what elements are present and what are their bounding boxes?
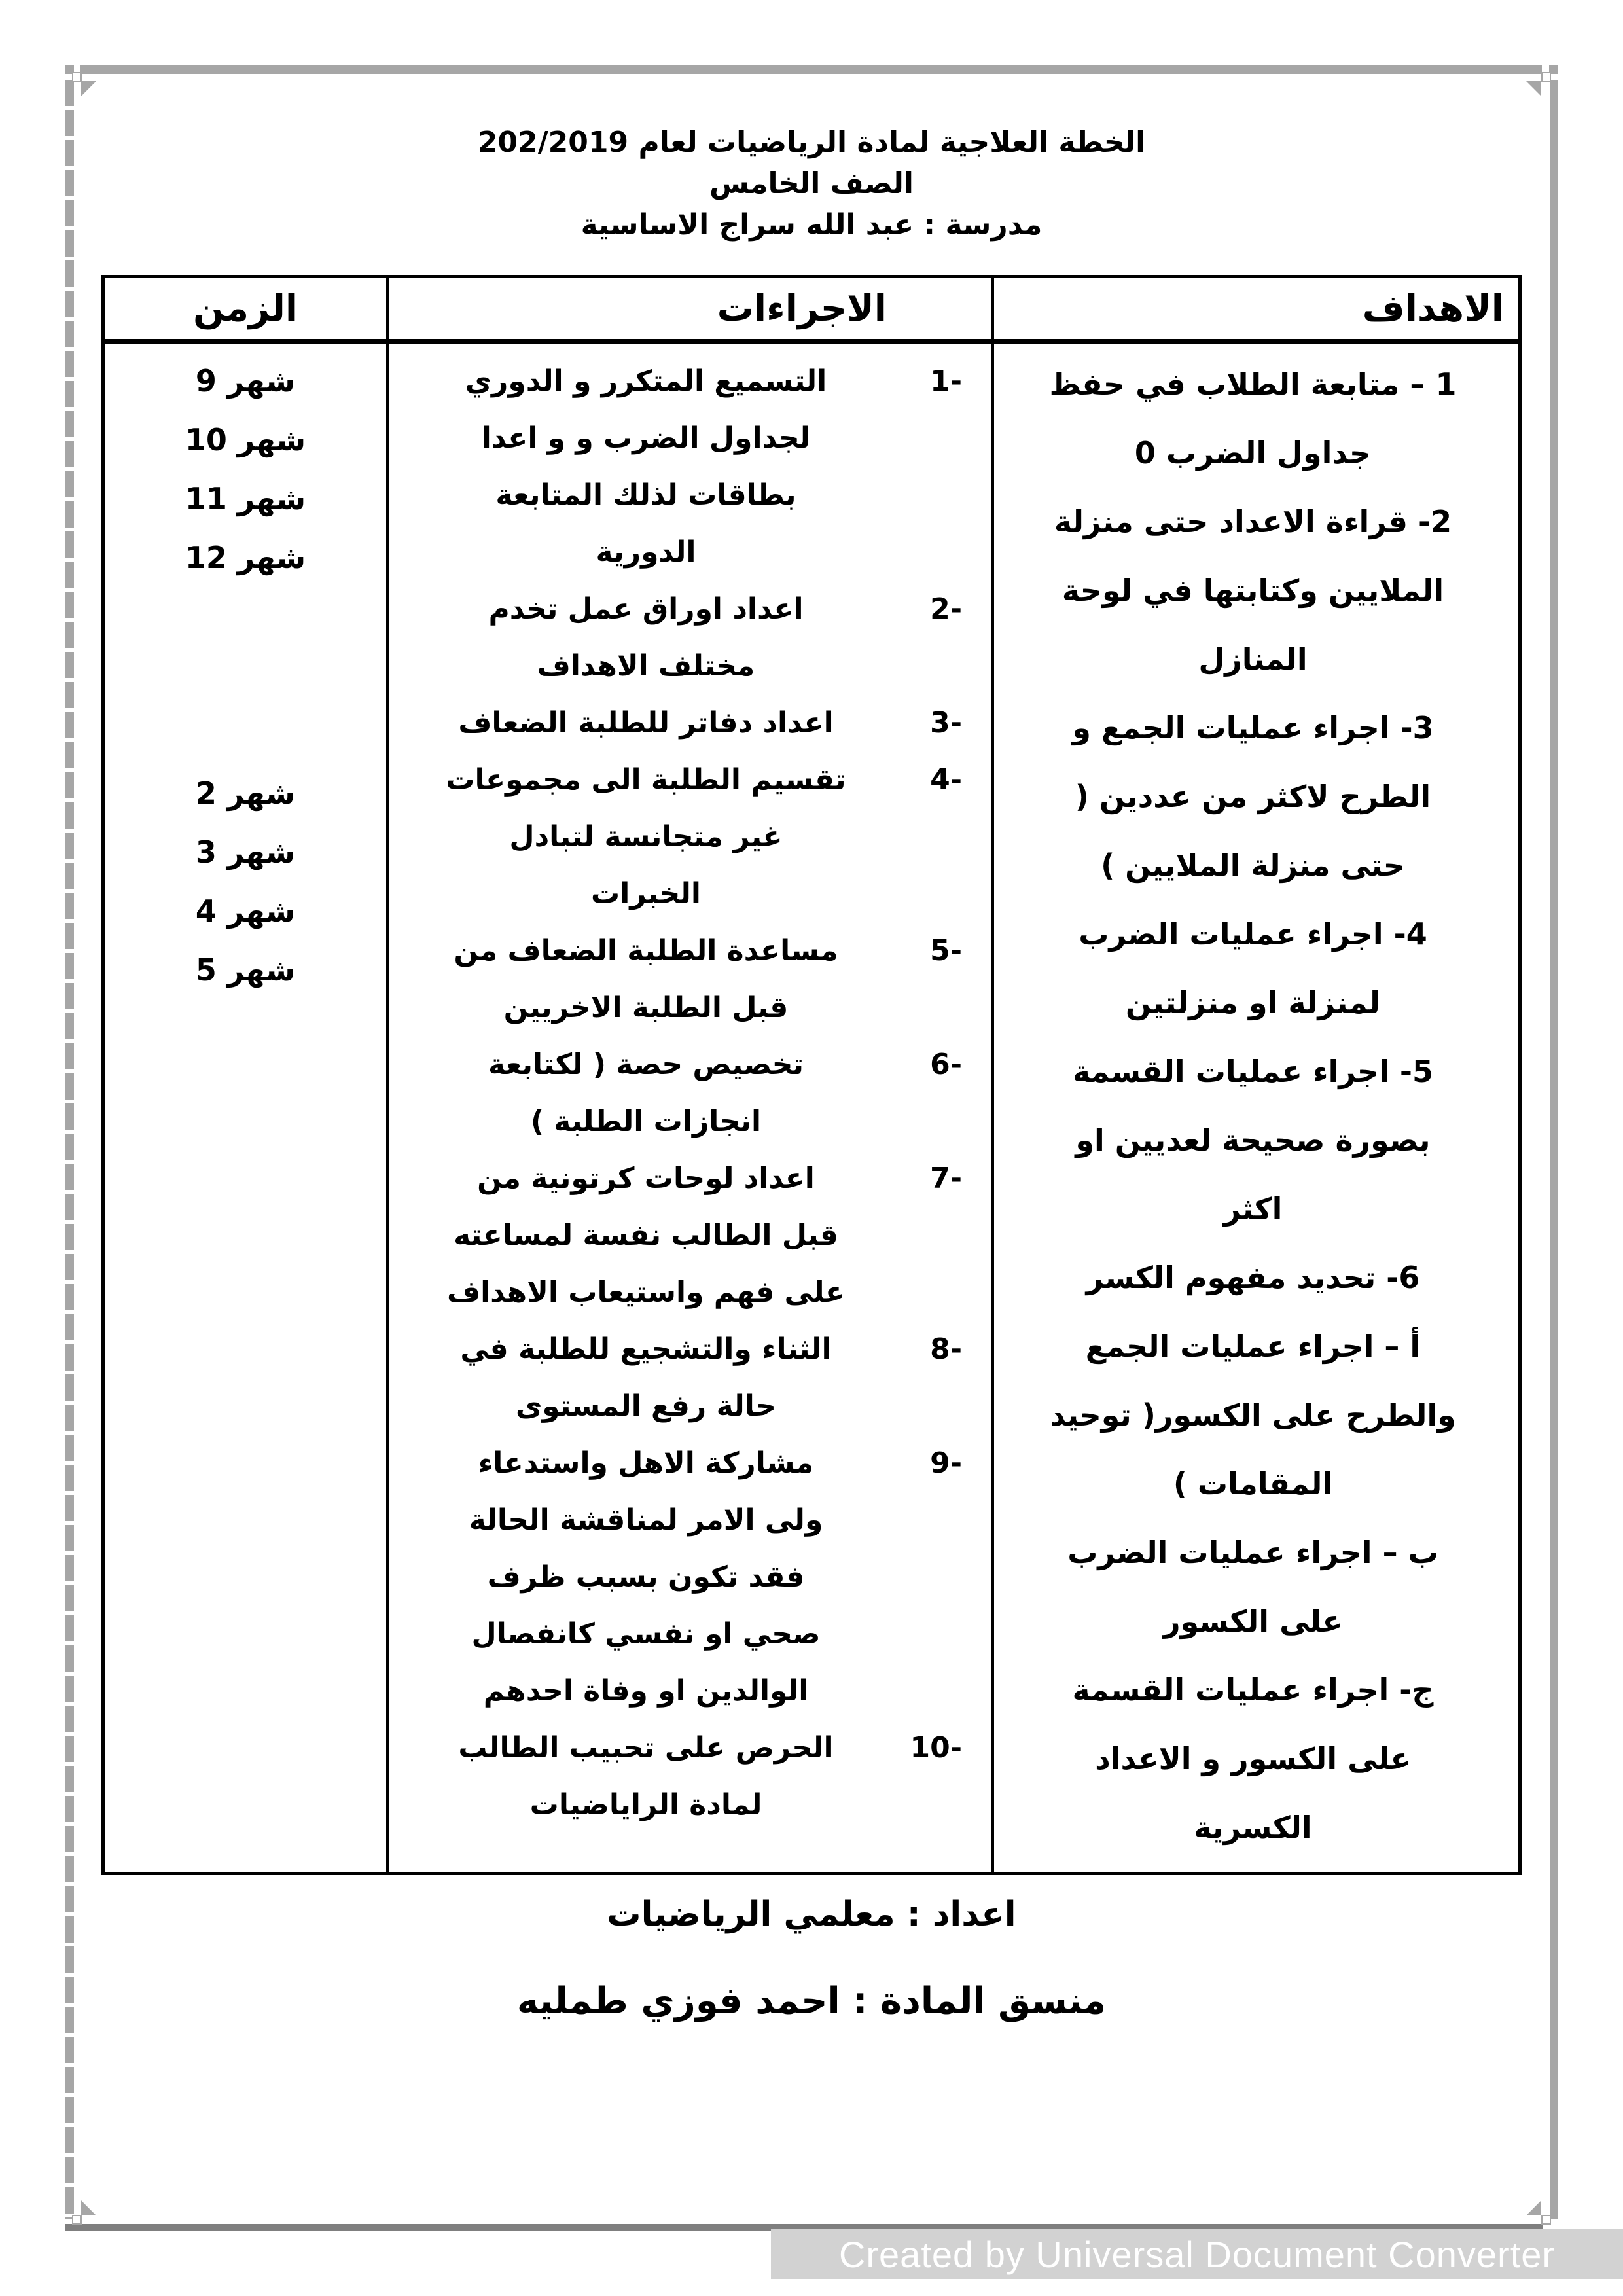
objective-line-6: 6- تحديد مفهوم الكسر [1086,1260,1420,1295]
procedure-item-5 [402,922,962,1036]
procedure-text-2 [402,581,890,694]
document-title: الخطة العلاجية لمادة الرياضيات لعام 202/2019 [477,126,1146,159]
procedures-cell [386,344,991,1872]
grade-line: الصف الخامس [709,167,914,200]
header-procedures: الاجراءات [386,278,991,339]
objective-line-2: المنازل [1198,641,1308,677]
objective-line-8: على الكسور [1163,1604,1343,1639]
procedure-item-9 [402,1435,962,1719]
page-border-left-dashed [65,80,74,2219]
objective-line-2: الملايين وكتابتها في لوحة [1061,573,1444,608]
procedure-line: الدورية [596,535,696,569]
border-corner-triangle-icon [81,2200,96,2215]
objective-line-7: المقامات ) [1173,1466,1333,1501]
procedure-line: الوالدين او وفاة احدهم [483,1674,809,1708]
procedure-text-3 [402,694,890,751]
time-month: شهر 2 [195,776,296,811]
objective-line-7: والطرح على الكسور( توحيد [1050,1397,1456,1433]
watermark-text: Created by Universal Document Converter [838,2233,1556,2275]
procedure-line: اعداد لوحات كرتونية من [477,1162,815,1195]
header-time: الزمن [192,287,298,330]
document-heading [0,122,1623,245]
procedure-line: الثناء والتشجيع للطلبة في [460,1333,832,1366]
procedure-line: مساعدة الطلبة الضعاف من [454,934,838,967]
procedure-number-10: 10- [910,1731,962,1765]
border-corner-outline-square-icon [1541,2215,1551,2225]
procedure-line: مشاركة الاهل واستدعاء [478,1446,814,1480]
procedure-line: تقسيم الطلبة الى مجموعات [446,763,846,797]
objectives-cell [991,344,1518,1872]
time-month: شهر 12 [185,540,306,575]
border-corner-outline-square-icon [72,2215,82,2225]
procedure-text-8 [402,1321,890,1435]
objective-line-3: الطرح لاكثر من عددين ( [1075,779,1431,814]
procedure-number-1: 1- [930,365,962,398]
objective-line-1: 1 – متابعة الطلاب في حفظ [1049,367,1457,402]
procedure-text-5 [402,922,890,1036]
table-header-row [105,278,1518,344]
procedure-number-2: 2- [930,592,962,626]
procedure-text-6 [402,1036,890,1150]
procedure-item-2 [402,581,962,694]
time-month: شهر 4 [195,893,296,929]
procedure-line: التسميع المتكرر و الدوري [465,365,827,398]
time-month: شهر 5 [195,952,296,988]
procedure-text-4 [402,751,890,922]
procedure-text-7 [402,1150,890,1321]
header-objectives: الاهداف [991,278,1518,339]
procedure-number-5: 5- [930,934,962,967]
time-group-2 [111,764,380,999]
objective-line-7: أ – اجراء عمليات الجمع [1085,1329,1421,1364]
time-month: شهر 10 [185,422,306,457]
time-month: شهر 11 [185,481,306,516]
procedure-item-8 [402,1321,962,1435]
objective-line-9: الكسرية [1194,1810,1312,1845]
page-border-right [1550,80,1558,2219]
procedure-line: فقد تكون بسبب ظرف [487,1560,805,1594]
prepared-by-line: اعداد : معلمي الرياضيات [607,1895,1016,1934]
objective-line-1: جداول الضرب 0 [1134,435,1372,471]
procedure-line: مختلف الاهداف [537,649,755,683]
procedure-number-3: 3- [930,706,962,740]
school-line: مدرسة : عبد الله سراج الاساسية [580,208,1043,242]
procedure-item-6 [402,1036,962,1150]
objective-line-2: 2- قراءة الاعداد حتى منزلة [1054,504,1452,539]
procedure-line: على فهم واستيعاب الاهداف [446,1276,845,1309]
objective-line-8: ب – اجراء عمليات الضرب [1067,1535,1438,1570]
procedure-item-1 [402,353,962,581]
procedure-item-7 [402,1150,962,1321]
procedure-line: بطاقات لذلك المتابعة [495,478,796,512]
watermark-bar [771,2229,1623,2279]
time-group-1 [111,351,380,587]
border-corner-outline-square-icon [72,72,82,82]
page-border-top [80,65,1542,74]
time-month: شهر 3 [195,834,296,870]
procedure-line: اعداد اوراق عمل تخدم [488,592,804,626]
procedure-number-9: 9- [930,1446,962,1480]
table-body-row [105,344,1518,1872]
procedure-line: اعداد دفاتر للطلبة الضعاف [458,706,834,740]
procedure-line: انجازات الطلبة ) [530,1105,762,1138]
objective-line-4: لمنزلة او منزلتين [1125,985,1381,1020]
border-corner-triangle-icon [1526,81,1541,96]
procedure-text-9 [402,1435,890,1719]
objective-line-5: بصورة صحيحة لعديين او [1075,1122,1431,1158]
procedure-number-6: 6- [930,1048,962,1081]
procedure-item-10 [402,1719,962,1833]
procedure-line: غير متجانسة لتبادل [509,820,783,853]
procedure-line: الخبرات [591,877,701,910]
objective-line-3: حتى منزلة الملايين ) [1101,848,1405,883]
time-cell [105,344,386,1872]
procedure-line: تخصيص حصة ( لكتابعة [488,1048,804,1081]
objective-line-9: على الكسور و الاعداد [1095,1741,1411,1776]
procedure-line: ولى الامر لمناقشة الحالة [469,1503,823,1537]
border-corner-triangle-icon [81,81,96,96]
border-corner-outline-square-icon [1541,72,1551,82]
coordinator-line: منسق المادة : احمد فوزي طمليه [516,1980,1107,2022]
procedure-line: الحرص على تحبيب الطالب [458,1731,834,1765]
procedure-line: صحي او نفسي كانفصال [471,1617,821,1651]
procedure-line: لمادة الراياضيات [529,1788,762,1821]
objective-line-3: 3- اجراء عمليات الجمع و [1072,710,1434,745]
procedure-item-4 [402,751,962,922]
procedure-number-7: 7- [930,1162,962,1195]
procedure-item-3 [402,694,962,751]
objective-line-4: 4- اجراء عمليات الضرب [1079,916,1427,952]
procedure-number-8: 8- [930,1333,962,1366]
procedure-text-1 [402,353,890,581]
procedure-text-10 [402,1719,890,1833]
procedure-line: قبل الطالب نفسة لمساعته [454,1219,838,1252]
objective-line-5: 5- اجراء عمليات القسمة [1073,1054,1433,1089]
border-corner-triangle-icon [1526,2200,1541,2215]
plan-table [101,275,1522,1875]
procedure-line: حالة رفع المستوى [515,1390,777,1423]
objective-line-5: اكثر [1223,1191,1283,1227]
procedure-line: لجداول الضرب و و اعدا [481,422,811,455]
procedure-number-4: 4- [930,763,962,797]
objective-line-9: ج- اجراء عمليات القسمة [1072,1672,1434,1708]
procedure-line: قبل الطلبة الاخريين [503,991,789,1024]
time-month: شهر 9 [195,363,296,399]
